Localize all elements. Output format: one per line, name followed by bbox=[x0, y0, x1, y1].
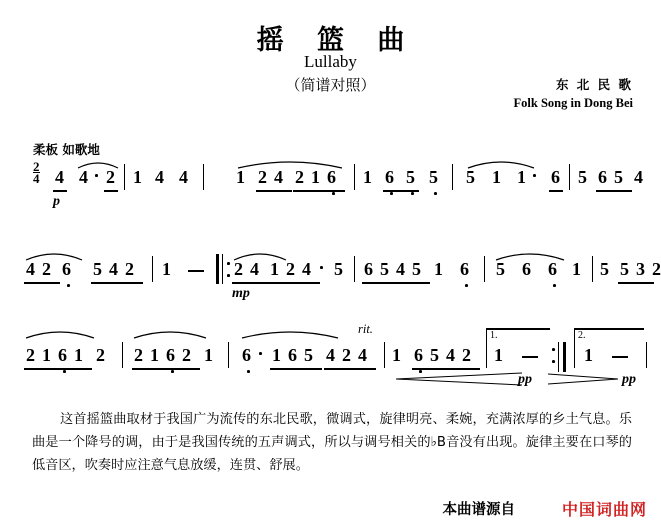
note-group: 5 bbox=[380, 259, 389, 279]
note-group: 2 bbox=[286, 259, 295, 279]
tempo-marking: 柔板 如歌地 bbox=[33, 142, 100, 157]
beam-line bbox=[256, 190, 292, 192]
octave-dot-low bbox=[390, 192, 393, 195]
note-group: 2 bbox=[295, 167, 304, 187]
note-group: 2 bbox=[258, 167, 267, 187]
repeat-barline-thin bbox=[558, 342, 559, 372]
note-group: 6 bbox=[414, 345, 423, 365]
tie-dash bbox=[522, 356, 538, 358]
note-group: 6 bbox=[460, 259, 469, 279]
note-group: 6 bbox=[242, 345, 251, 365]
note-group: 6 bbox=[62, 259, 71, 279]
note-group: 6 bbox=[548, 259, 557, 279]
slur bbox=[132, 326, 208, 340]
octave-dot-low bbox=[553, 284, 556, 287]
note-group: 1 bbox=[572, 259, 581, 279]
augmentation-dot bbox=[533, 174, 536, 177]
time-signature-denominator: 4 bbox=[33, 171, 40, 186]
note-group: 5 bbox=[620, 259, 629, 279]
note-group: 5 bbox=[600, 259, 609, 279]
credit-chinese: 东 北 民 歌 bbox=[555, 77, 633, 92]
note-group: 2 bbox=[106, 167, 115, 187]
octave-dot-low bbox=[332, 192, 335, 195]
beam-line bbox=[104, 190, 118, 192]
note-group: 6 bbox=[385, 167, 394, 187]
tie-dash bbox=[188, 270, 204, 272]
note-group: 4 bbox=[155, 167, 164, 187]
note-group: 4 bbox=[302, 259, 311, 279]
note-group: 3 bbox=[636, 259, 645, 279]
note-group: 1 bbox=[270, 259, 279, 279]
note-group: 5 bbox=[304, 345, 313, 365]
note-group: 4 bbox=[109, 259, 118, 279]
repeat-dot bbox=[552, 348, 555, 351]
note-group: 1 bbox=[363, 167, 372, 187]
ending-bracket-line bbox=[486, 328, 487, 368]
barline bbox=[484, 256, 485, 282]
barline bbox=[124, 164, 125, 190]
octave-dot-low bbox=[67, 284, 70, 287]
note-group: 4 bbox=[358, 345, 367, 365]
page-title: 摇 篮 曲 bbox=[256, 25, 417, 56]
beam-line bbox=[549, 190, 563, 192]
barline bbox=[122, 342, 123, 368]
dynamic-mp: mp bbox=[232, 286, 250, 301]
slur bbox=[240, 326, 340, 340]
note-group: 5 bbox=[614, 167, 623, 187]
note-group: 1 bbox=[392, 345, 401, 365]
note-group: 4 bbox=[446, 345, 455, 365]
note-group: 6 bbox=[58, 345, 67, 365]
note-group: 4 bbox=[274, 167, 283, 187]
repeat-dot bbox=[227, 274, 230, 277]
note-group: 5 bbox=[93, 259, 102, 279]
note-group: 2 bbox=[462, 345, 471, 365]
beam-line bbox=[270, 368, 322, 370]
note-group: 5 bbox=[578, 167, 587, 187]
note-group: 2 bbox=[134, 345, 143, 365]
barline bbox=[228, 342, 229, 368]
note-group: 5 bbox=[496, 259, 505, 279]
note-group: 4 bbox=[26, 259, 35, 279]
repeat-barline-thick bbox=[216, 254, 219, 284]
beam-line bbox=[324, 368, 376, 370]
note-group: 1 bbox=[311, 167, 320, 187]
augmentation-dot bbox=[259, 352, 262, 355]
note-group: 5 bbox=[406, 167, 415, 187]
page-subtitle-english: Lullaby bbox=[304, 52, 357, 71]
ending-2-label: 2. bbox=[578, 330, 586, 341]
ending-bracket-line bbox=[574, 328, 575, 368]
note-group: 1 bbox=[492, 167, 501, 187]
note-group: 2 bbox=[42, 259, 51, 279]
footer-source-label: 本曲谱源自 bbox=[442, 502, 515, 518]
note-group: 2 bbox=[234, 259, 243, 279]
barline bbox=[152, 256, 153, 282]
beam-line bbox=[268, 282, 320, 284]
note-group: 6 bbox=[598, 167, 607, 187]
octave-dot-low bbox=[465, 284, 468, 287]
note-group: 6 bbox=[327, 167, 336, 187]
credit-english: Folk Song in Dong Bei bbox=[513, 96, 633, 111]
augmentation-dot bbox=[95, 174, 98, 177]
barline bbox=[203, 164, 204, 190]
dynamic-p: p bbox=[53, 194, 60, 209]
barline bbox=[452, 164, 453, 190]
note-group: 4 bbox=[55, 167, 64, 187]
note-group: 5 bbox=[334, 259, 343, 279]
note-group: 5 bbox=[430, 345, 439, 365]
page-subtitle-chinese: （简谱对照） bbox=[285, 76, 376, 94]
note-group: 5 bbox=[466, 167, 475, 187]
note-group: 4 bbox=[179, 167, 188, 187]
note-group: 5 bbox=[429, 167, 438, 187]
slur bbox=[24, 326, 96, 340]
barline bbox=[384, 342, 385, 368]
diminuendo-hairpin bbox=[548, 372, 620, 386]
note-group: 2 bbox=[342, 345, 351, 365]
tie-dash bbox=[612, 356, 628, 358]
beam-line bbox=[362, 282, 430, 284]
note-group: 1 bbox=[272, 345, 281, 365]
note-group: 6 bbox=[364, 259, 373, 279]
program-note: 这首摇篮曲取材于我国广为流传的东北民歌，微调式，旋律明亮、柔婉，充满浓厚的乡土气息。乐曲是一个降号的调，由于是我国传统的五声调式，所以与调号相关的♭B音没有出现。旋律主要在口琴的低音区，吹奏时应注意气息放缓，连贯、舒展。 bbox=[32, 412, 632, 474]
footer bbox=[0, 497, 661, 523]
note-group: 2 bbox=[96, 345, 105, 365]
note-group: 1 bbox=[584, 345, 593, 365]
note-group: 1 bbox=[204, 345, 213, 365]
note-group: 4 bbox=[250, 259, 259, 279]
slur bbox=[76, 158, 120, 170]
ending-1-label: 1. bbox=[490, 330, 498, 341]
credit-block bbox=[514, 76, 633, 112]
dynamic-pp-2: pp bbox=[622, 372, 636, 387]
note-group: 1 bbox=[42, 345, 51, 365]
beam-line bbox=[618, 282, 654, 284]
repeat-dot bbox=[227, 262, 230, 265]
note-group: 6 bbox=[288, 345, 297, 365]
note-group: 1 bbox=[434, 259, 443, 279]
barline bbox=[569, 164, 570, 190]
beam-line bbox=[232, 282, 268, 284]
repeat-barline-thin bbox=[222, 254, 223, 284]
barline bbox=[592, 256, 593, 282]
note-group: 4 bbox=[396, 259, 405, 279]
repeat-barline-thick bbox=[563, 342, 566, 372]
note-group: 4 bbox=[326, 345, 335, 365]
staff-system-3 bbox=[0, 322, 661, 387]
beam-line bbox=[24, 368, 92, 370]
beam-line bbox=[53, 190, 67, 192]
beam-line bbox=[412, 368, 480, 370]
beam-line bbox=[24, 282, 60, 284]
repeat-dot bbox=[552, 360, 555, 363]
time-signature-numerator: 2 bbox=[33, 159, 40, 174]
augmentation-dot bbox=[320, 266, 323, 269]
octave-dot-low bbox=[411, 192, 414, 195]
barline bbox=[354, 256, 355, 282]
note-group: 1 bbox=[162, 259, 171, 279]
octave-dot-low bbox=[247, 370, 250, 373]
beam-line bbox=[383, 190, 419, 192]
note-group: 1 bbox=[150, 345, 159, 365]
note-group: 2 bbox=[182, 345, 191, 365]
note-group: 1 bbox=[517, 167, 526, 187]
barline bbox=[354, 164, 355, 190]
final-barline bbox=[646, 342, 647, 368]
note-group: 1 bbox=[494, 345, 503, 365]
note-group: 1 bbox=[74, 345, 83, 365]
note-group: 6 bbox=[522, 259, 531, 279]
note-group: 6 bbox=[551, 167, 560, 187]
octave-dot-low bbox=[171, 370, 174, 373]
note-group: 5 bbox=[412, 259, 421, 279]
beam-line bbox=[596, 190, 632, 192]
expression-rit: rit. bbox=[358, 322, 373, 336]
staff-system-1 bbox=[0, 160, 661, 216]
note-group: 1 bbox=[133, 167, 142, 187]
beam-line bbox=[132, 368, 200, 370]
note-group: 6 bbox=[166, 345, 175, 365]
dynamic-pp-1: pp bbox=[518, 372, 532, 387]
note-group: 2 bbox=[26, 345, 35, 365]
octave-dot-low bbox=[63, 370, 66, 373]
beam-line bbox=[91, 282, 143, 284]
note-group: 4 bbox=[79, 167, 88, 187]
note-group: 1 bbox=[236, 167, 245, 187]
crescendo-hairpin bbox=[396, 372, 524, 386]
octave-dot-low bbox=[434, 192, 437, 195]
note-group: 2 bbox=[125, 259, 134, 279]
footer-brand-link[interactable]: 中国词曲网 bbox=[561, 500, 647, 519]
note-group: 4 bbox=[634, 167, 643, 187]
note-group: 2 bbox=[652, 259, 661, 279]
beam-line bbox=[293, 190, 345, 192]
staff-system-2 bbox=[0, 252, 661, 308]
